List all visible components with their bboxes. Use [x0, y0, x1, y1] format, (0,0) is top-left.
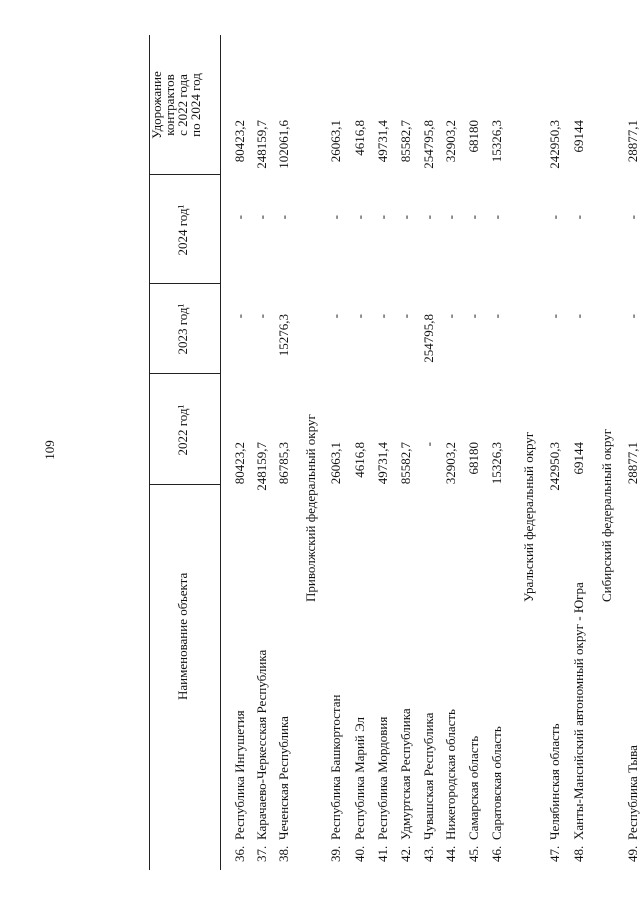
row-number: 36. [232, 845, 247, 862]
value-2023: - [398, 314, 413, 319]
value-2024: - [489, 215, 504, 220]
row-number: 48. [571, 845, 586, 862]
value-2023: - [254, 314, 269, 319]
value-2022: 80423,2 [232, 442, 247, 485]
value-2024: - [375, 215, 390, 220]
value-increase: 254795,8 [421, 120, 436, 169]
object-name: Самарская область [466, 735, 481, 840]
object-name: Республика Мордовия [375, 716, 390, 840]
object-name: Челябинская область [547, 723, 562, 840]
value-2022: 32903,2 [443, 442, 458, 485]
row-number: 38. [276, 845, 291, 862]
header-increase-line: Удорожание [149, 71, 164, 139]
row-number: 37. [254, 845, 269, 862]
header-name-line: Наименование объекта [175, 572, 190, 700]
value-2022: 28877,1 [625, 442, 640, 485]
value-2024: - [443, 215, 458, 220]
value-increase: 69144 [571, 120, 586, 153]
object-name: Республика Башкортостан [328, 694, 343, 840]
value-2022: - [421, 442, 436, 447]
value-2024: - [276, 215, 291, 220]
value-increase: 85582,7 [398, 120, 413, 163]
object-name: Республика Тыва [625, 745, 640, 840]
value-increase: 102061,6 [276, 120, 291, 169]
value-2023: - [489, 314, 504, 319]
value-increase: 242950,3 [547, 120, 562, 169]
value-2024: - [571, 215, 586, 220]
value-2023: - [571, 314, 586, 319]
value-2022: 49731,4 [375, 442, 390, 485]
value-increase: 28877,1 [625, 120, 640, 163]
section-heading: Уральский федеральный округ [521, 431, 536, 602]
object-name: Удмуртская Республика [398, 708, 413, 840]
object-name: Ханты-Мансийский автономный округ - Югра [571, 582, 586, 840]
header-name [175, 572, 190, 700]
value-2023: 15276,3 [276, 314, 291, 357]
value-2023: - [466, 314, 481, 319]
value-2023: - [443, 314, 458, 319]
value-2023: - [375, 314, 390, 319]
value-2024: - [547, 215, 562, 220]
value-2022: 85582,7 [398, 442, 413, 485]
value-2022: 26063,1 [328, 442, 343, 485]
value-2023: 254795,8 [421, 314, 436, 363]
row-number: 46. [489, 845, 504, 862]
header-increase-line: с 2022 года [175, 74, 190, 136]
object-name: Карачаево-Черкесская Республика [254, 649, 269, 840]
value-2024: - [254, 215, 269, 220]
value-increase: 80423,2 [232, 120, 247, 163]
value-2023: - [232, 314, 247, 319]
object-name: Нижегородская область [443, 709, 458, 840]
value-increase: 49731,4 [375, 120, 390, 163]
value-increase: 15326,3 [489, 120, 504, 163]
value-increase: 4616,8 [352, 120, 367, 156]
row-number: 41. [375, 845, 390, 862]
object-name: Республика Ингушетия [232, 710, 247, 840]
value-2022: 15326,3 [489, 442, 504, 485]
page-number: 109 [42, 440, 57, 460]
value-2024: - [352, 215, 367, 220]
header-y2024-line: 2024 год¹ [175, 204, 190, 256]
value-2022: 242950,3 [547, 442, 562, 491]
value-2024: - [232, 215, 247, 220]
object-name: Саратовская область [489, 726, 504, 840]
value-2022: 68180 [466, 442, 481, 475]
value-2022: 69144 [571, 442, 586, 475]
row-number: 39. [328, 845, 343, 862]
value-increase: 26063,1 [328, 120, 343, 163]
section-heading: Сибирский федеральный округ [599, 428, 614, 602]
row-number: 45. [466, 845, 481, 862]
value-2024: - [328, 215, 343, 220]
row-number: 40. [352, 845, 367, 862]
header-increase-line: по 2024 год [188, 73, 203, 137]
value-2023: - [547, 314, 562, 319]
section-heading: Приволжский федеральный округ [303, 414, 318, 602]
value-increase: 248159,7 [254, 120, 269, 169]
header-y2024 [176, 170, 189, 290]
value-2023: - [352, 314, 367, 319]
header-bottom-rule [220, 35, 221, 870]
value-2023: - [625, 314, 640, 319]
value-increase: 32903,2 [443, 120, 458, 163]
value-2024: - [625, 215, 640, 220]
value-increase: 68180 [466, 120, 481, 153]
header-y2022-line: 2022 год¹ [175, 404, 190, 456]
value-2024: - [398, 215, 413, 220]
value-2022: 4616,8 [352, 442, 367, 478]
row-number: 49. [625, 845, 640, 862]
header-increase-line: контрактов [162, 74, 177, 136]
value-2022: 248159,7 [254, 442, 269, 491]
header-y2023-line: 2023 год¹ [175, 303, 190, 355]
row-number: 47. [547, 845, 562, 862]
object-name: Республика Марий Эл [352, 717, 367, 840]
row-number: 42. [398, 845, 413, 862]
row-number: 43. [421, 845, 436, 862]
value-2022: 86785,3 [276, 442, 291, 485]
header-increase [150, 45, 202, 165]
object-name: Чувашская Республика [421, 712, 436, 840]
value-2023: - [328, 314, 343, 319]
value-2024: - [421, 215, 436, 220]
row-number: 44. [443, 845, 458, 862]
value-2024: - [466, 215, 481, 220]
object-name: Чеченская Республика [276, 716, 291, 840]
